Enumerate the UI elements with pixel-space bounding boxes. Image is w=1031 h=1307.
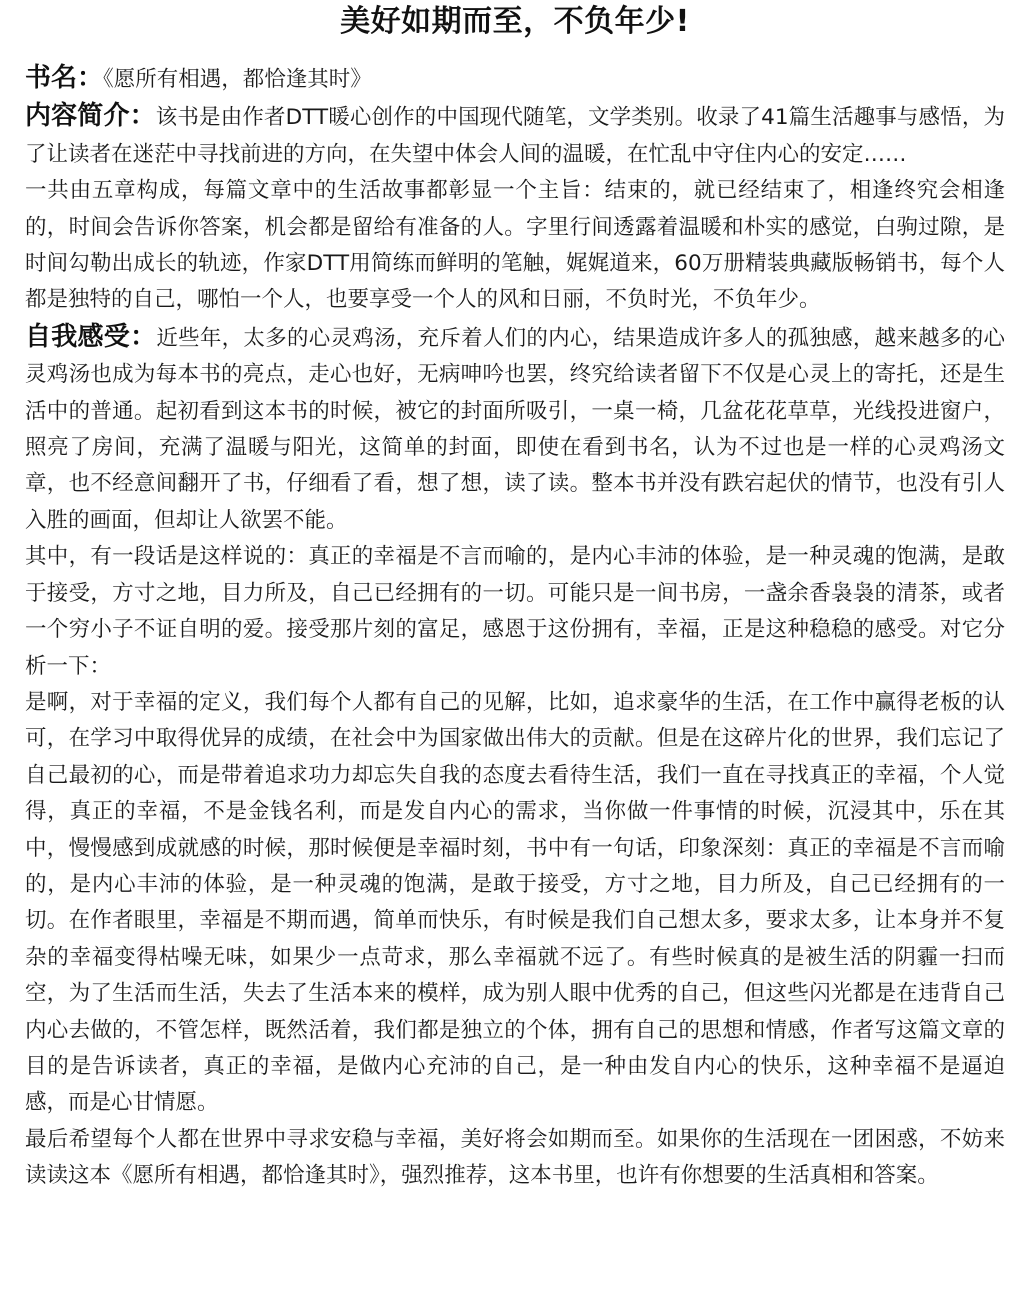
feeling-section xyxy=(25,319,1005,1195)
feeling-paragraph: 最后希望每个人都在世界中寻求安稳与幸福，美好将会如期而至。如果你的生活现在一团困惑，不妨来读读这本《愿所有相遇，都恰逢其时》，强烈推荐，这本书里，也许有你想要的生活真相和答案。 xyxy=(25,1126,1005,1189)
book-label: 书名： xyxy=(25,63,104,93)
feeling-label: 自我感受： xyxy=(25,321,157,352)
feeling-text: 近些年，太多的心灵鸡汤，充斥着人们的内心，结果造成许多人的孤独感，越来越多的心灵鸡汤也成为每本书的亮点，走心也好，无病呻吟也罢，终究给读者留下不仅是心灵上的寄托，还是生活中的普通。起初看到这本书的时候，被它的封面所吸引，一桌一椅，几盆花花草草，光线投进窗户，照亮了房间，充满了温暖与阳光，这简单的封面，即使在看到书名，认为不过也是一样的心灵鸡汤文章，也不经意间翻开了书，仔细看了看，想了想，读了读。整本书并没有跌宕起伏的情节，也没有引人入胜的画面，但却让人欲罢不能。 xyxy=(25,325,1005,533)
book-title-line xyxy=(25,60,1005,98)
intro-paragraph: 一共由五章构成，每篇文章中的生活故事都彰显一个主旨：结束的，就已经结束了，相逢终究会相逢的，时间会告诉你答案，机会都是留给有准备的人。字里行间透露着温暖和朴实的感觉，白驹过隙，是时间勾勒出成长的轨迹，作家DTT用简练而鲜明的笔触，娓娓道来，60万册精装典藏版畅销书，每个人都是独特的自己，哪怕一个人，也要享受一个人的风和日丽，不负时光，不负年少。 xyxy=(25,178,1005,313)
feeling-paragraph: 是啊，对于幸福的定义，我们每个人都有自己的见解，比如，追求豪华的生活，在工作中赢得老板的认可，在学习中取得优异的成绩，在社会中为国家做出伟大的贡献。但是在这碎片化的世界，我们忘记了自己最初的心，而是带着追求功力却忘失自我的态度去看待生活，我们一直在寻找真正的幸福，个人觉得，真正的幸福，不是金钱名利，而是发自内心的需求，当你做一件事情的时候，沉浸其中，乐在其中，慢慢感到成就感的时候，那时候便是幸福时刻，书中有一句话，印象深刻：真正的幸福是不言而喻的，是内心丰沛的体验，是一种灵魂的饱满，是敢于接受，方寸之地，目力所及，自己已经拥有的一切。在作者眼里，幸福是不期而遇，简单而快乐，有时候是我们自己想太多，要求太多，让本身并不复杂的幸福变得枯噪无味，如果少一点苛求，那么幸福就不远了。有些时候真的是被生活的阴霾一扫而空，为了生活而生活，失去了生活本来的模样，成为别人眼中优秀的自己，但这些闪光都是在违背自己内心去做的，不管怎样，既然活着，我们都是独立的个体，拥有自己的思想和情感，作者写这篇文章的目的是告诉读者，真正的幸福，是做内心充沛的自己，是一种由发自内心的快乐，这种幸福不是逼迫感，而是心甘情愿。 xyxy=(25,689,1005,1116)
intro-section xyxy=(25,98,1005,318)
intro-text: 该书是由作者DTT暖心创作的中国现代随笔，文学类别。收录了41篇生活趣事与感悟，为了让读者在迷茫中寻找前进的方向，在失望中体会人间的温暖，在忙乱中守住内心的安定…… xyxy=(25,105,1005,167)
feeling-paragraph xyxy=(25,319,1005,539)
intro-paragraph xyxy=(25,98,1005,173)
intro-label: 内容简介： xyxy=(25,101,156,132)
feeling-paragraph: 其中，有一段话是这样说的：真正的幸福是不言而喻的，是内心丰沛的体验，是一种灵魂的饱满，是敢于接受，方寸之地，目力所及，自己已经拥有的一切。可能只是一间书房，一盏余香袅袅的清茶，或者一个穷小子不证自明的爱。接受那片刻的富足，感恩于这份拥有，幸福，正是这种稳稳的感受。对它分析一下： xyxy=(25,544,1005,679)
page-title: 美好如期而至，不负年少! xyxy=(340,4,690,39)
book-name: 《愿所有相遇，都恰逢其时》 xyxy=(103,67,372,92)
